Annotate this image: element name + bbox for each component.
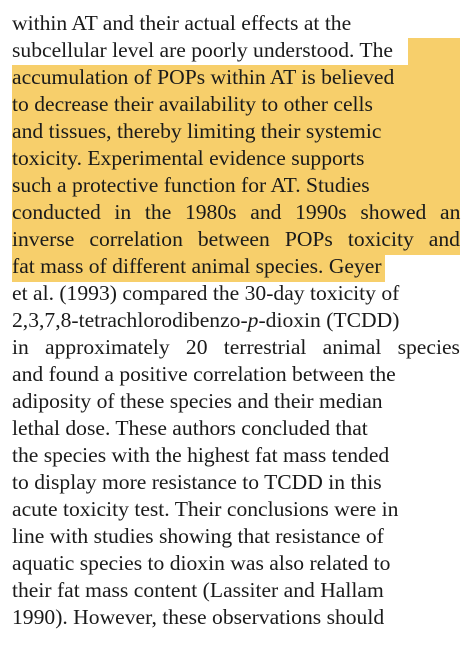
highlight-mark xyxy=(408,38,460,66)
text-line: line with studies showing that resistance of xyxy=(12,524,384,548)
text-line: 2,3,7,8-tetrachlorodibenzo-p-dioxin (TCDD) xyxy=(12,308,400,332)
highlighted-text-line: toxicity. Experimental evidence supports xyxy=(12,146,365,170)
highlighted-text-line: conducted in the 1980s and 1990s showed an xyxy=(12,200,461,224)
text-line: fat mass of different animal species. Geyer xyxy=(12,254,382,278)
highlighted-text-line: to decrease their availability to other cells xyxy=(12,92,373,116)
text-line: 1990). However, these observations should xyxy=(12,605,385,629)
highlighted-text: The xyxy=(359,38,393,62)
text-line: their fat mass content (Lassiter and Hallam xyxy=(12,578,384,602)
text-line: adiposity of these species and their median xyxy=(12,389,383,413)
text-line: in approximately 20 terrestrial animal species xyxy=(12,335,460,359)
text-line: to display more resistance to TCDD in this xyxy=(12,470,382,494)
highlighted-text-line: such a protective function for AT. Studies xyxy=(12,173,370,197)
text-line: acute toxicity test. Their conclusions were in xyxy=(12,497,399,521)
text-line: and found a positive correlation between the xyxy=(12,362,396,386)
highlighted-text: fat mass of different animal species. xyxy=(12,254,324,278)
highlighted-text-line: and tissues, thereby limiting their systemic xyxy=(12,119,382,143)
text-line: within AT and their actual effects at the xyxy=(12,11,352,35)
text-line: the species with the highest fat mass tended xyxy=(12,443,390,467)
highlighted-text-line: inverse correlation between POPs toxicity and xyxy=(12,227,460,251)
text-line: subcellular level are poorly understood. The xyxy=(12,38,393,62)
text-line: lethal dose. These authors concluded that xyxy=(12,416,368,440)
text-line: aquatic species to dioxin was also related to xyxy=(12,551,391,575)
italic-text: p xyxy=(247,308,259,332)
text-line: et al. (1993) compared the 30-day toxicity of xyxy=(12,281,400,305)
highlighted-text-line: accumulation of POPs within AT is believed xyxy=(12,65,395,89)
